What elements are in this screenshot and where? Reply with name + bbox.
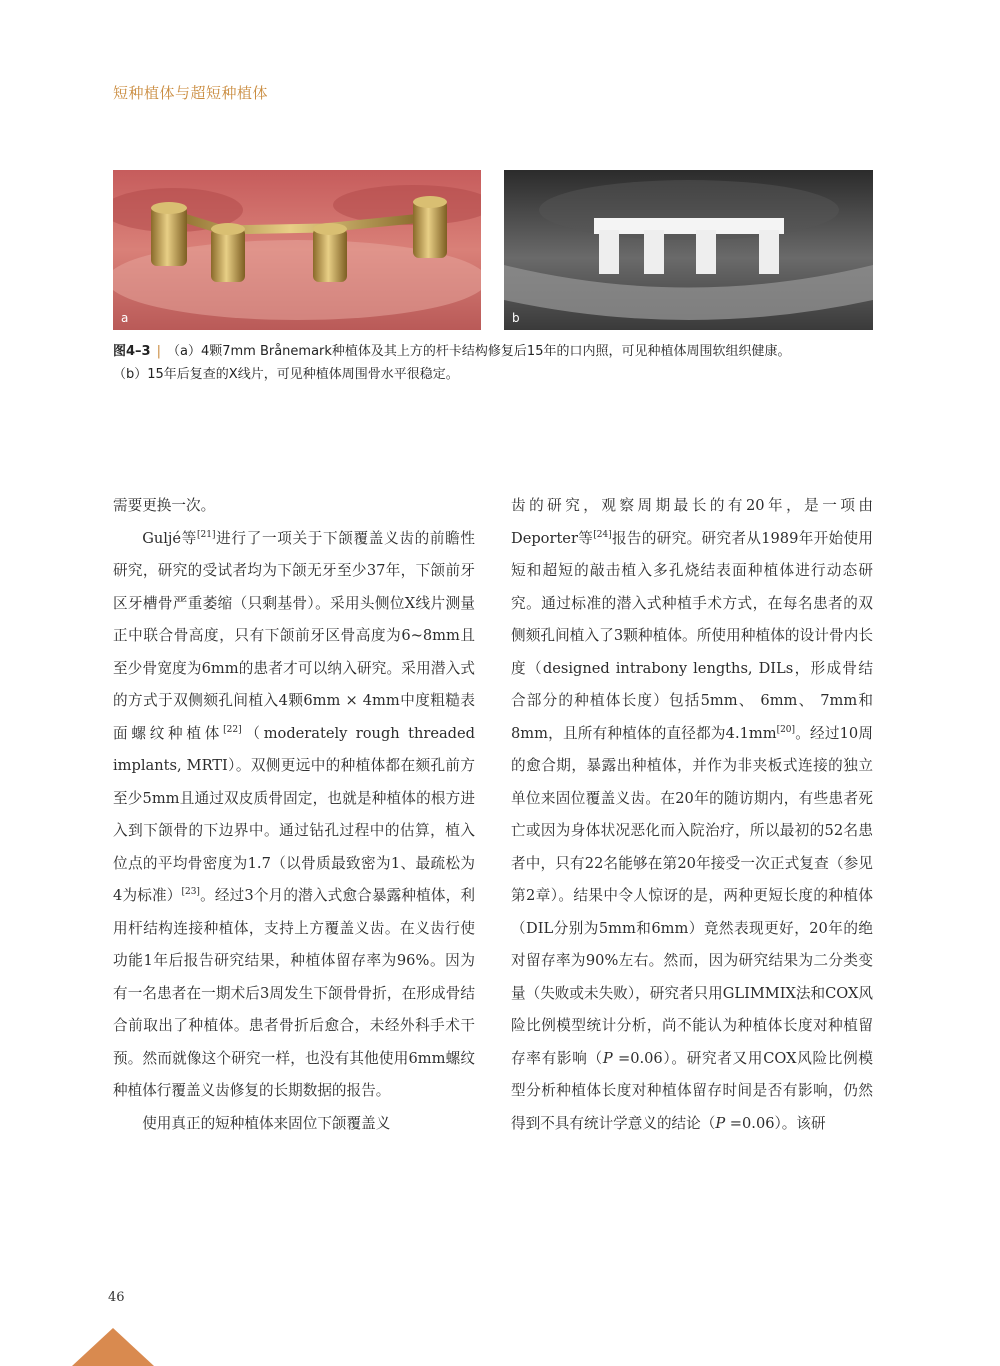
caption-line-1: （a）4颗7mm Brånemark种植体及其上方的杆卡结构修复后15年的口内照，可见种植体周围软组织健康。 [166, 344, 791, 359]
figure-number: 图4–3 [113, 344, 151, 359]
intraoral-photo-illustration [113, 170, 481, 330]
text-run: 。经过3个月的潜入式愈合暴露种植体，利用杆结构连接种植体，支持上方覆盖义齿。在义齿行使功能1年后报告研究结果，种植体留存率为96%。因为有一名患者在一期术后3周发生下颌骨骨折，在形成骨结合前取出了种植体。患者骨折后愈合，未经外科手术干预。然而就像这个研究一样，也没有其他使用6mm螺纹种植体行覆盖义齿修复的长期数据的报告。 [113, 887, 475, 1099]
text-run: 齿的研究，观察周期最长的有20年，是一项由Deporter等 [511, 497, 873, 547]
panel-label-b: b [512, 311, 520, 325]
right-column [511, 490, 873, 1140]
left-column [113, 490, 475, 1140]
text-run: 。经过10周的愈合期，暴露出种植体，并作为非夹板式连接的独立单位来固位覆盖义齿。在20年的随访期内，有些患者死亡或因为身体状况恶化而入院治疗，所以最初的52名患者中，只有22名能够在第20年接受一次正式复查（参见第2章）。结果中令人惊讶的是，两种更短长度的种植体（DIL分别为5mm和6mm）竟然表现更好，20年的绝对留存率为90%左右。然而，因为研究结果为二分类变量（失败或未失败），研究者只用GLIMMIX法和COX风险比例模型统计分析，尚不能认为种植体长度对种植留存率有影响（ [511, 724, 873, 1067]
page-number: 46 [108, 1290, 125, 1305]
text-run: Guljé等 [142, 529, 198, 547]
paragraph: 需要更换一次。 [113, 497, 216, 514]
citation-ref: [24] [593, 529, 612, 540]
panel-label-a: a [121, 311, 129, 325]
citation-ref: [23] [181, 887, 200, 897]
radiograph-illustration [504, 170, 873, 330]
figure-photo-b [504, 170, 873, 330]
figure-caption [113, 340, 883, 386]
text-run: （moderately rough threaded implants, MRTI）。双侧更远中的种植体都在颏孔前方至少5mm且通过双皮质骨固定，也就是种植体的根方进入到下颌骨的下边界中。通过钻孔过程中的估算，植入位点的平均骨密度为1.7（以骨质最致密为1、最疏松为4为标准） [113, 724, 475, 904]
figure-photo-a [113, 170, 481, 330]
text-run: 报告的研究。研究者从1989年开始使用短和超短的敲击植入多孔烧结表面种植体进行动态研究。通过标准的潜入式种植手术方式，在每名患者的双侧颏孔间植入了3颗种植体。所使用种植体的设计骨内长度（designed intrabony lengths, DILs，形成骨结合部分的种植体长度）包括5mm、 6mm、 7mm和8mm，且所有种植体的直径都为4.1mm [511, 529, 873, 742]
paragraph-deporter-study [511, 490, 873, 1140]
caption-separator: | [156, 344, 161, 359]
corner-decoration [72, 1328, 154, 1366]
paragraph: 使用真正的短种植体来固位下颌覆盖义 [142, 1114, 391, 1132]
p-value-symbol: P [715, 1114, 726, 1132]
citation-ref: [20] [776, 724, 796, 735]
running-head: 短种植体与超短种植体 [113, 84, 269, 102]
citation-ref: [22] [223, 724, 242, 735]
citation-ref: [21] [197, 529, 216, 540]
p-value-symbol: P [602, 1049, 613, 1067]
text-run: =0.06）。该研 [725, 1114, 826, 1132]
text-run: 进行了一项关于下颌覆盖义齿的前瞻性研究，研究的受试者均为下颌无牙至少37年，下颌前牙区牙槽骨严重萎缩（只剩基骨）。采用头侧位X线片测量正中联合骨高度，只有下颌前牙区骨高度为6~8mm且至少骨宽度为6mm的患者才可以纳入研究。采用潜入式的方式于双侧颏孔间植入4颗6mm × 4mm中度粗糙表面螺纹种植体 [113, 529, 475, 742]
text-run: =0.06）。研究者又用COX风险比例模型分析种植体长度对种植体留存时间是否有影响，仍然得到不具有统计学意义的结论（ [511, 1049, 873, 1132]
paragraph-gulje-study [113, 523, 475, 1108]
caption-line-2: （b）15年后复查的X线片，可见种植体周围骨水平很稳定。 [113, 367, 459, 382]
